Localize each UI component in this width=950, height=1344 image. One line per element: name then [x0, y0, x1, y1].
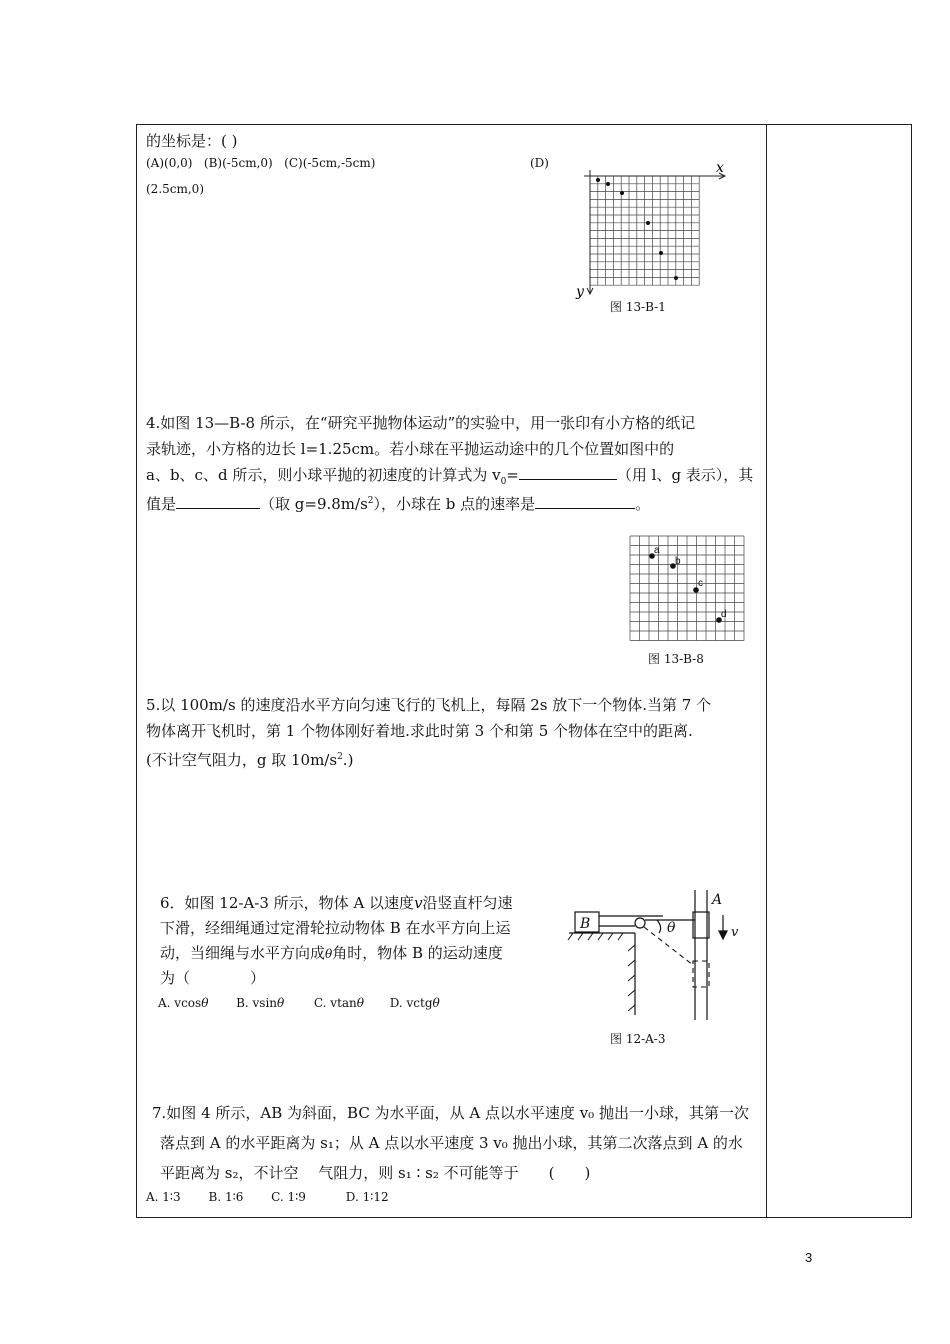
table-column-divider: [766, 124, 767, 1218]
fig2-label-d: d: [721, 609, 727, 620]
q4-answer-blank-formula[interactable]: [519, 463, 617, 480]
q6-line1: 6．如图 12-A-3 所示，物体 A 以速度v沿竖直杆匀速: [160, 894, 513, 912]
q3-option-d-label: (D): [530, 156, 549, 170]
fig2-caption: 图 13-B-8: [648, 652, 704, 666]
fig2-grid: [630, 536, 744, 641]
q6-line3: 动，当细绳与水平方向成θ角时，物体 B 的运动速度: [160, 944, 503, 962]
fig1-axes: [584, 170, 725, 294]
velocity-arrow: [719, 915, 727, 939]
fig3-label-b: B: [580, 916, 591, 932]
fig1-caption: 图 13-B-1: [610, 300, 666, 314]
theta-arc: [657, 920, 661, 933]
page-number: 3: [805, 1250, 813, 1265]
q5-line1: 5.以 100m/s 的速度沿水平方向匀速飞行的飞机上，每隔 2s 放下一个物体.当第 7 个: [146, 696, 712, 714]
dashed-lower-position: [644, 927, 709, 987]
q7-options: A. 1∶3 B. 1∶6 C. 1∶9 D. 1∶12: [146, 1190, 389, 1204]
q6-option-c: C. vtanθ: [313, 996, 365, 1010]
fig2-points: [649, 553, 722, 623]
fig3-label-theta: θ: [667, 920, 676, 936]
q5-line3: (不计空气阻力，g 取 $10m/s^2$.): [146, 751, 354, 769]
q3-option-d-value: (2.5cm,0): [146, 182, 204, 196]
fig3-caption: 图 12-A-3: [610, 1032, 666, 1046]
fig1-point: [596, 178, 600, 182]
fig1-point: [606, 182, 610, 186]
q6-option-d: D. vctgθ: [389, 996, 440, 1010]
q6-line4: 为（ ）: [160, 969, 266, 987]
q4-line2: 录轨迹，小方格的边长 l=1.25cm。若小球在平抛运动途中的几个位置如图中的: [146, 440, 675, 458]
figure-13-b-8: [628, 534, 743, 644]
fig2-label-a: a: [654, 545, 660, 556]
q6-line2: 下滑，经细绳通过定滑轮拉动物体 B 在水平方向上运: [160, 919, 511, 937]
pulley: [635, 918, 645, 928]
fig1-grid: [590, 176, 699, 285]
q4-line3: a、b、c、d 所示，则小球平抛的初速度的计算式为 $v_0=$ （用 l、g 表示），其: [146, 462, 753, 495]
hatch-marks: [568, 933, 635, 1011]
figure-13-b-1: [570, 160, 740, 300]
q7-line1: 7.如图 4 所示，AB 为斜面，BC 为水平面，从 A 点以水平速度 v₀ 抛出一小球，其第一次: [152, 1104, 749, 1122]
fig3-label-a: A: [712, 892, 723, 908]
fig2-label-c: c: [698, 578, 703, 589]
q7-line2: 落点到 A 的水平距离为 s₁；从 A 点以水平速度 3 v₀ 抛出小球，其第二次落点到 A 的水: [160, 1134, 743, 1152]
q5-line2: 物体离开飞机时，第 1 个物体刚好着地.求此时第 3 个和第 5 个物体在空中的距离.: [146, 722, 693, 740]
q4-line1: 4.如图 13—B-8 所示，在“研究平抛物体运动”的实验中，用一张印有小方格的纸记: [146, 414, 696, 432]
q4-answer-blank-value[interactable]: [176, 492, 260, 509]
q6-options: [158, 990, 440, 1016]
fig1-point: [620, 191, 624, 195]
fig2-label-b: b: [675, 556, 681, 567]
fig1-point: [659, 251, 663, 255]
q3-options: (A)(0,0) (B)(-5cm,0) (C)(-5cm,-5cm): [146, 156, 376, 170]
q6-option-b: B. vsinθ: [236, 996, 285, 1010]
q4-line4: 值是 （取 $g=9.8m/s^2$），小球在 b 点的速率是 。: [146, 488, 650, 517]
q4-answer-blank-speed[interactable]: [535, 492, 635, 509]
fig1-x-label: x: [716, 160, 724, 176]
table-frame: [136, 124, 912, 1218]
fig1-point: [674, 276, 678, 280]
q7-line3: 平距离为 s₂，不计空 气阻力，则 s₁ ∶ s₂ 不可能等于 ( ): [160, 1164, 591, 1182]
figure-12-a-3: [565, 885, 755, 1025]
fig3-label-v: v: [731, 925, 739, 940]
fig1-y-label: y: [576, 284, 584, 300]
q6-option-a: A. vcosθ: [158, 996, 209, 1010]
q3-stem-end: 的坐标是：( ): [146, 132, 238, 150]
fig1-point: [646, 221, 650, 225]
